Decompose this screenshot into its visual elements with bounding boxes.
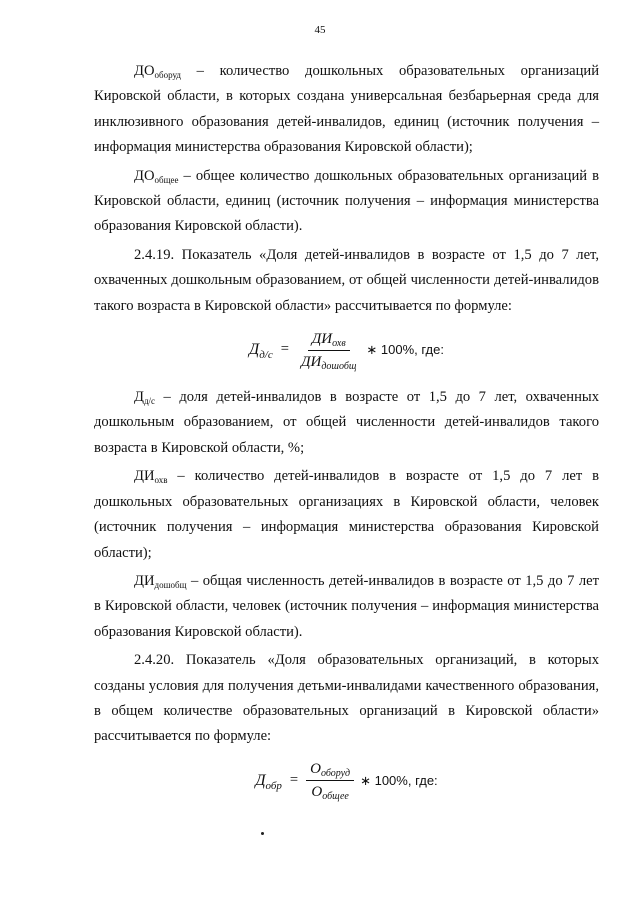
formula-tail: ∗ 100%, где: [360, 773, 438, 789]
formula-lhs-symbol: Д [255, 772, 266, 790]
formula-lhs [249, 337, 273, 362]
definition-text: – доля детей-инвалидов в возрасте от 1,5 до 7 лет, охваченных дошкольным образованием, от общей численности детей-инвалидов такого возраста в Кировской области, %; [94, 389, 599, 456]
symbol: ДИ [134, 468, 155, 485]
formula-share-organizations [94, 754, 599, 808]
numerator-subscript: охв [332, 337, 346, 349]
formula-lhs-symbol: Д [249, 341, 260, 359]
symbol: Д [134, 389, 144, 406]
numerator-symbol: О [310, 761, 321, 778]
numerator [306, 759, 354, 781]
definition-di-okhv [94, 464, 599, 566]
symbol: ДИ [134, 572, 155, 589]
symbol: ДО [134, 167, 155, 184]
formula-lhs-subscript: д/с [259, 349, 273, 362]
denominator-symbol: О [311, 784, 323, 801]
equals-sign: = [289, 772, 299, 789]
numerator-symbol: ДИ [311, 330, 333, 347]
definition-text: – общая численность детей-инвалидов в возрасте от 1,5 до 7 лет в Кировской области, человек (источник получения – информация министерства образования Кировской области). [94, 572, 599, 640]
formula-fraction [306, 759, 354, 802]
definition-d-ds [94, 385, 599, 461]
numerator [308, 329, 350, 351]
symbol: ДО [134, 63, 155, 79]
definition-do-obshchee [94, 164, 599, 240]
denominator [307, 781, 352, 802]
formula-share-disabled-children [94, 323, 599, 377]
document-body [94, 59, 599, 816]
denominator-symbol: ДИ [300, 353, 322, 370]
denominator-subscript: общее [322, 791, 349, 803]
symbol-subscript: дошобщ [154, 579, 187, 590]
page-number: 45 [314, 24, 326, 36]
definition-text: – количество дошкольных образовательных организаций Кировской области, в которых создана универсальная безбарьерная среда для инклюзивного образования детей-инвалидов, единиц (источник получения – информация министерства образования Кировской области); [94, 63, 599, 156]
symbol-subscript: охв [154, 475, 168, 486]
symbol-subscript: общее [154, 174, 179, 185]
denominator [297, 351, 360, 372]
paragraph-2-4-19: 2.4.19. Показатель «Доля детей-инвалидов в возрасте от 1,5 до 7 лет, охваченных дошкольным образованием, от общей численности детей-инвалидов такого возраста в Кировской области» рассчитывается по формуле: [94, 246, 599, 314]
formula-lhs-subscript: обр [265, 780, 282, 793]
formula-tail: ∗ 100%, где: [366, 342, 444, 358]
definition-do-oborud [94, 59, 599, 161]
definition-di-doshobshch [94, 569, 599, 645]
symbol-subscript: оборуд [154, 70, 181, 80]
formula-fraction [297, 329, 360, 372]
equals-sign: = [280, 341, 289, 358]
definition-text: – общее количество дошкольных образовательных организаций в Кировской области, единиц (источник получения – информация министерства образования Кировской области). [94, 167, 599, 235]
formula-lhs [255, 768, 282, 793]
denominator-subscript: дошобщ [321, 360, 357, 372]
paragraph-2-4-20: 2.4.20. Показатель «Доля образовательных организаций, в которых созданы условия для получения детьми-инвалидами качественного образования, в общем количестве образовательных организаций в Кировской области» рассчитывается по формуле: [94, 652, 599, 745]
numerator-subscript: оборуд [320, 768, 351, 780]
scan-speck [261, 832, 264, 835]
symbol-subscript: д/с [143, 396, 156, 407]
definition-text: – количество детей-инвалидов в возрасте от 1,5 до 7 лет в дошкольных образовательных организациях в Кировской области, человек (источник получения – информация министерства образования Кировской области); [94, 468, 599, 561]
